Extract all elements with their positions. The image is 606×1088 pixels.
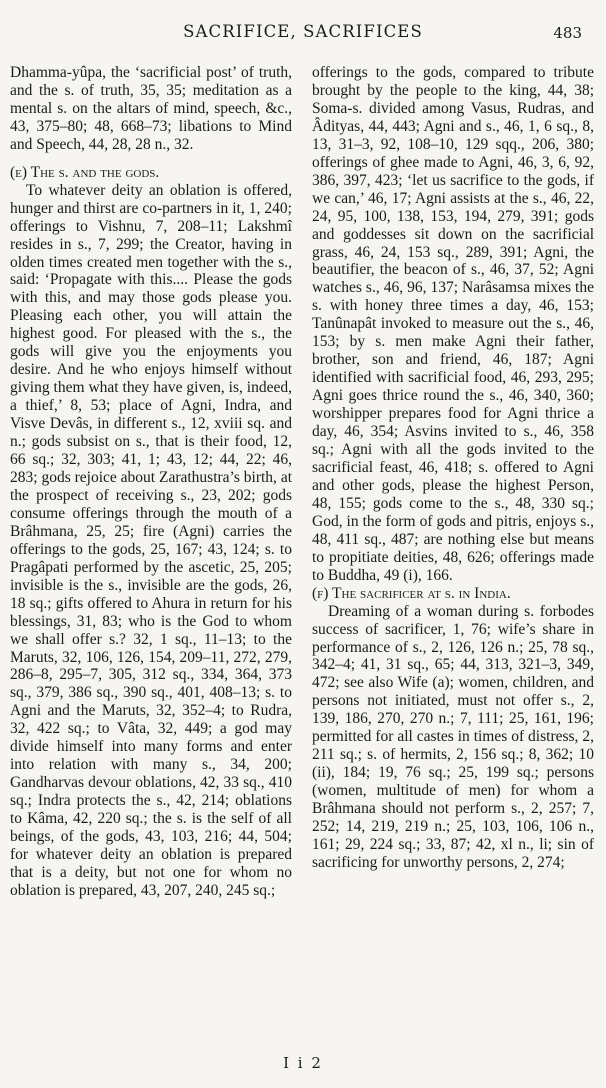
index-entry-paragraph: Dreaming of a woman during s. forbodes success of sacrificer, 1, 76; wife’s share in performance of s., 2, 126, 126 n.; 25, 78 sq., 342–4; 41, 31 sq., 65; 44, 313, 321–3, 349, 472; see also Wife (a); women, children, and persons not initiated, must not offer s., 2, 139, 186, 270, 270 n.; 7, 111; 25, 161, 196; permitted for all castes in times of distress, 2, 211 sq.; s. of hermits, 2, 156 sq.; 8, 362; 10 (ii), 184; 19, 76 sq.; 25, 199 sq.; persons (women, multitude of men) for whom a Brâhmana should not perform s., 2, 257; 7, 252; 14, 219, 219 n.; 25, 103, 106, 106 n., 161; 29, 224 sq.; 33, 87; 42, xl n., li; sin of sacrificing for unworthy persons, 2, 274; xyxy=(312,602,594,871)
left-column xyxy=(10,64,292,900)
running-head: SACRIFICE, SACRIFICES xyxy=(183,22,423,41)
signature-mark: I i 2 xyxy=(283,1054,323,1072)
section-heading-e: (e) The s. and the gods. xyxy=(10,163,160,181)
index-entry-paragraph: offerings to the gods, compared to tribute brought by the people to the king, 44, 38; Soma-s. divided among Vasus, Rudras, and Âdityas, 44, 443; Agni and s., 46, 1, 6 sq., 8, 13, 31–3, 92, 108–10, 129 sqq., 206, 380; offerings of ghee made to Agni, 46, 3, 6, 92, 386, 397, 423; ‘let us sacrifice to the gods, if we can,’ 46, 17; Agni assists at the s., 46, 22, 24, 95, 100, 138, 153, 194, 279, 391; gods and goddesses sit down on the sacrificial grass, 46, 24, 153 sq., 289, 391; Agni, the beautifier, the beacon of s., 46, 37, 52; Agni watches s., 46, 96, 137; Narâsamsa mixes the s. with honey three times a day, 46, 153; Tanûnapât invoked to measure out the s., 46, 153; by s. men make Agni their father, brother, son and friend, 46, 187; Agni identified with sacrificial food, 46, 293, 295; Agni goes thrice round the s., 46, 340, 360; worshipper prepares food for Agni thrice a day, 46, 354; Asvins invited to s., 46, 358 sq.; Agni with all the gods invited to the sacrificial feast, 46, 418; s. offered to Agni and other gods, please the highest Person, 48, 155; gods come to the s., 48, 330 sq.; God, in the form of gods and pitris, enjoys s., 48, 411 sq., 487; are nothing else but means to propitiate deities, 48, 626; offerings made to Buddha, 49 (i), 166. xyxy=(312,64,594,584)
page-header xyxy=(0,22,606,52)
index-entry-paragraph: To whatever deity an oblation is offered, hunger and thirst are co-partners in it, 1, 240; offerings to Vishnu, 7, 208–11; Lakshmî resides in s., 7, 299; the Creator, having in olden times created men together with the s., said: ‘Propagate with this.... Please the gods with this, and may those gods please you. Pleasing each other, you will attain the highest good. For pleased with the s., the gods will give you the enjoyments you desire. And he who enjoys himself without giving them what they have given, is, indeed, a thief,’ 8, 53; place of Agni, Indra, and Visve Devâs, in different s., 12, xviii sq. and n.; gods subsist on s., that is their food, 12, 66 sq.; 32, 303; 41, 1; 43, 12; 44, 22; 46, 283; gods rejoice about Zarathustra’s birth, at the prospect of receiving s., 23, 202; gods consume offerings through the mouth of a Brâhmana, 25, 25; fire (Agni) carries the offerings to the gods, 25, 167; 43, 124; s. to Pragâpati performed by the ascetic, 25, 205; invisible is the s., invisible are the gods, 26, 18 sq.; gifts offered to Ahura in return for his blessings, 31, 83; who is the God to whom we shall offer s.? 32, 1 sq., 11–13; to the Maruts, 32, 106, 126, 154, 209–11, 272, 279, 286–8, 295–7, 305, 312 sq., 334, 364, 373 sq., 379, 386 sq., 390 sq., 401, 408–13; s. to Agni and the Maruts, 32, 352–4; to Rudra, 32, 422 sq.; to Vâta, 32, 449; a god may divide himself into many forms and enter into relation with many s., 34, 200; Gandharvas devour oblations, 42, 33 sq., 410 sq.; Indra protects the s., 42, 214; oblations to Kâma, 42, 220 sq.; the s. is the self of all beings, of the gods, 43, 103, 216; 44, 504; for whatever deity an oblation is prepared that is a deity, but not one for whom no oblation is prepared, 43, 207, 240, 245 sq.; xyxy=(10,181,292,899)
right-column xyxy=(312,64,594,872)
section-heading-f: (f) The sacrificer at s. in India. xyxy=(312,584,511,602)
page-number: 483 xyxy=(553,24,582,42)
index-entry-paragraph: Dhamma-yûpa, the ‘sacrificial post’ of truth, and the s. of truth, 35, 35; meditation as a mental s. on the altars of mind, speech, &c., 43, 375–80; 48, 668–73; libations to Mind and Speech, 44, 28, 28 n., 32. xyxy=(10,64,292,153)
